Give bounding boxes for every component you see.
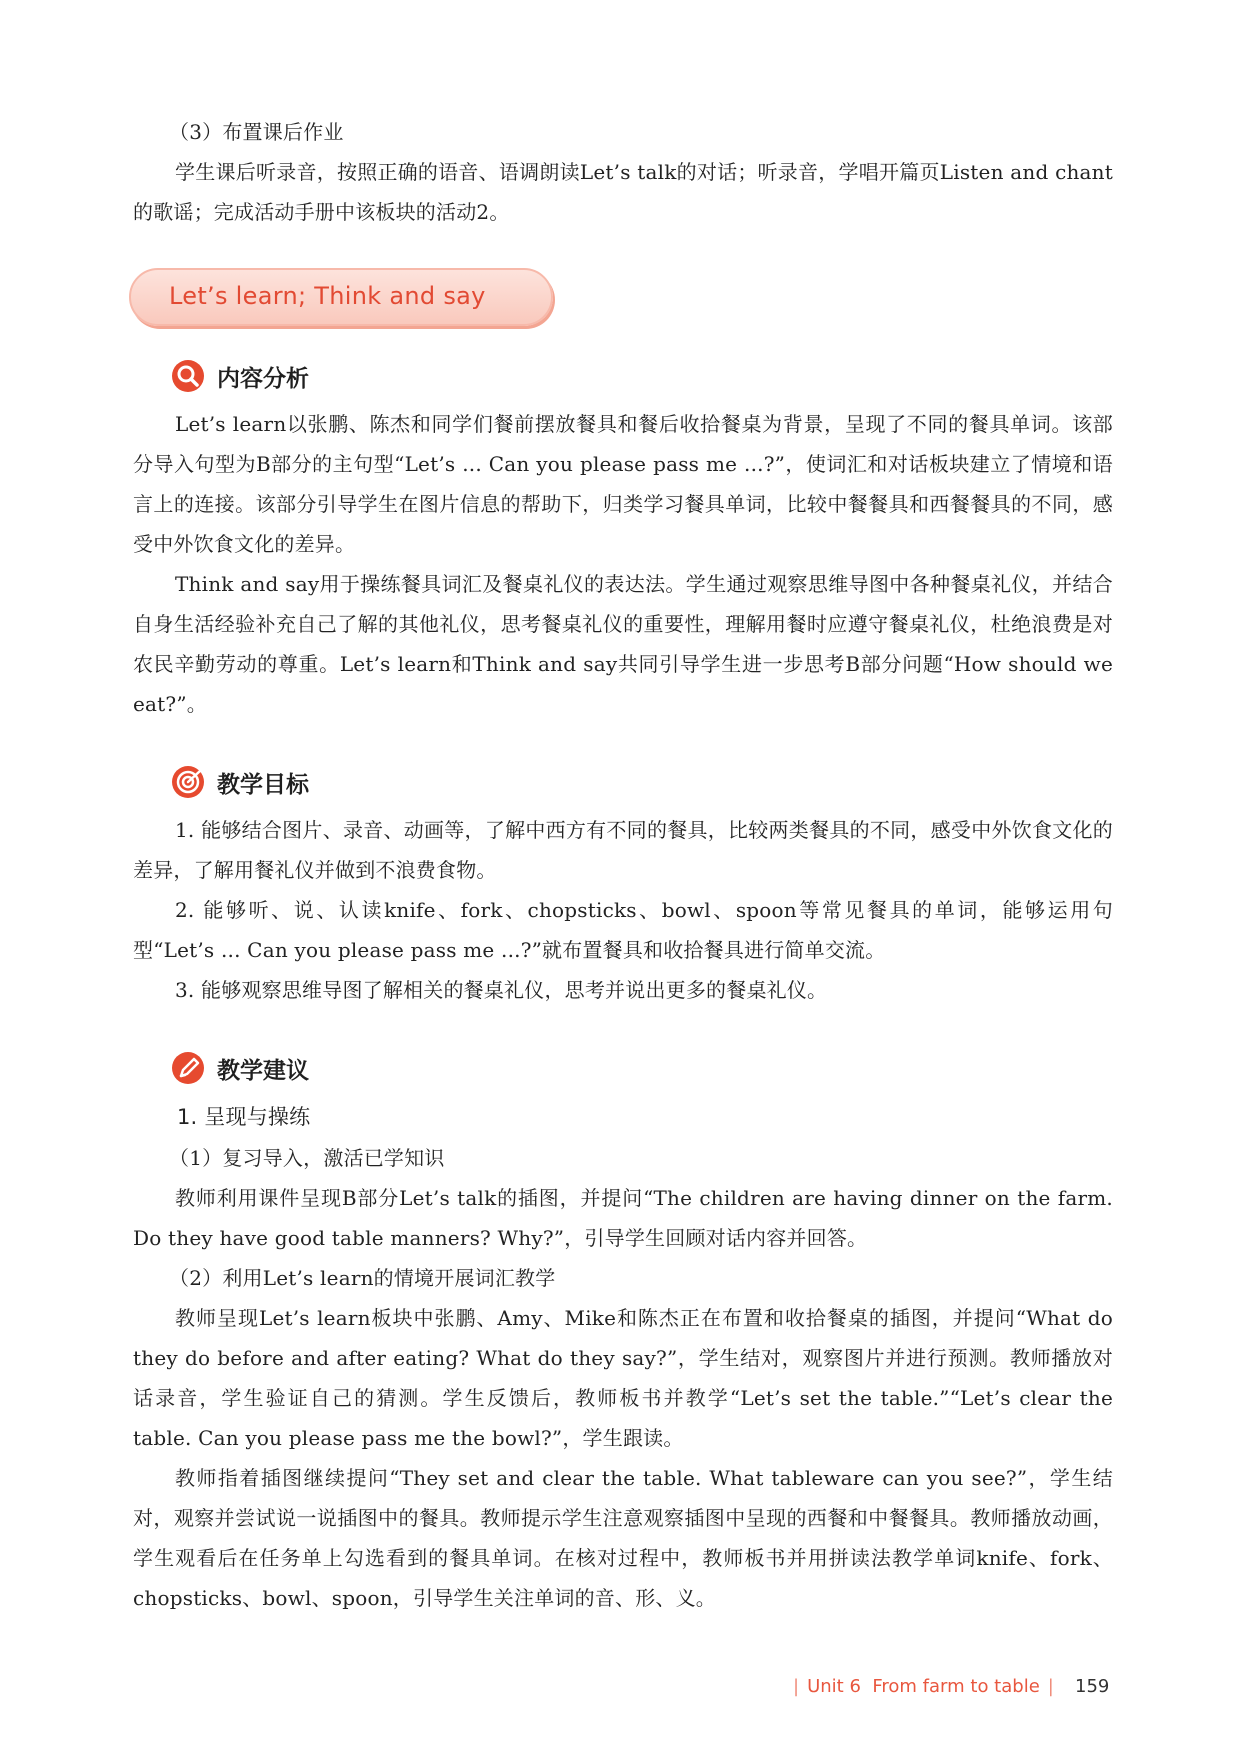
page-number: 159 — [1075, 1676, 1110, 1697]
suggestion-text-2a: 教师呈现Let’s learn板块中张鹏、Amy、Mike和陈杰正在布置和收拾餐桌的插图，并提问“What do they do before and after eating? What do they say?”，学生结对，观察图片并进行预测。教师播放对话录音，学生验证自己的猜测。学生反馈后，教师板书并教学“Let’s set the table.”“Let’s clear the table. Can you please pass me the bowl?”，学生跟读。 — [133, 1306, 1113, 1450]
suggestion-text-1: 教师利用课件呈现B部分Let’s talk的插图，并提问“The children are having dinner on the farm. Do they have good table manners? Why?”，引导学生回顾对话内容并回答。 — [133, 1186, 1113, 1250]
footer-divider-left: | — [793, 1676, 800, 1697]
goal-item-2: 2. 能够听、说、认读knife、fork、chopsticks、bowl、spoon等常见餐具的单词，能够运用句型“Let’s ... Can you please pass me ...?”就布置餐具和收拾餐具进行简单交流。 — [133, 898, 1113, 962]
teaching-suggestions-heading — [171, 1046, 1113, 1090]
homework-subtitle: （3）布置课后作业 — [169, 120, 344, 144]
teaching-goals-heading — [171, 760, 1113, 804]
content-analysis-paragraph-1: Let’s learn以张鹏、陈杰和同学们餐前摆放餐具和餐后收拾餐桌为背景，呈现了不同的餐具单词。该部分导入句型为B部分的主句型“Let’s ... Can you please pass me ...?”，使词汇和对话板块建立了情境和语言上的连接。该部分引导学生在图片信息的帮助下，归类学习餐具单词，比较中餐餐具和西餐餐具的不同，感受中外饮食文化的差异。 — [133, 412, 1113, 556]
goal-item-1: 1. 能够结合图片、录音、动画等，了解中西方有不同的餐具，比较两类餐具的不同，感受中外饮食文化的差异，了解用餐礼仪并做到不浪费食物。 — [133, 818, 1113, 882]
target-icon — [171, 765, 205, 799]
section-banner — [129, 268, 553, 326]
suggestion-text-2b: 教师指着插图继续提问“They set and clear the table. What tableware can you see?”，学生结对，观察并尝试说一说插图中的餐具。教师提示学生注意观察插图中呈现的西餐和中餐餐具。教师播放动画，学生观看后在任务单上勾选看到的餐具单词。在核对过程中，教师板书并用拼读法教学单词knife、fork、chopsticks、bowl、spoon，引导学生关注单词的音、形、义。 — [133, 1466, 1113, 1610]
footer-unit — [785, 1676, 1062, 1697]
pen-icon — [171, 1051, 205, 1085]
suggestion-heading-1: 1. 呈现与操练 — [177, 1105, 311, 1129]
homework-text: 学生课后听录音，按照正确的语音、语调朗读Let’s talk的对话；听录音，学唱开篇页Listen and chant的歌谣；完成活动手册中该板块的活动2。 — [133, 160, 1113, 224]
page-footer — [0, 1676, 1241, 1706]
teaching-suggestions-title: 教学建议 — [217, 1057, 309, 1084]
content — [133, 112, 1113, 1618]
suggestion-subtitle-2: （2）利用Let’s learn的情境开展词汇教学 — [169, 1266, 556, 1290]
content-analysis-title: 内容分析 — [217, 365, 309, 392]
footer-unit-title: From farm to table — [872, 1676, 1040, 1697]
search-icon — [171, 359, 205, 393]
footer-divider-right: | — [1047, 1676, 1054, 1697]
footer-unit-number: Unit 6 — [807, 1676, 861, 1697]
content-analysis-paragraph-2: Think and say用于操练餐具词汇及餐桌礼仪的表达法。学生通过观察思维导图中各种餐桌礼仪，并结合自身生活经验补充自己了解的其他礼仪，思考餐桌礼仪的重要性，理解用餐时应遵守餐桌礼仪，杜绝浪费是对农民辛勤劳动的尊重。Let’s learn和Think and say共同引导学生进一步思考B部分问题“How should we eat?”。 — [133, 572, 1113, 716]
goal-item-3: 3. 能够观察思维导图了解相关的餐桌礼仪，思考并说出更多的餐桌礼仪。 — [175, 978, 828, 1002]
content-analysis-heading — [171, 354, 1113, 398]
teaching-goals-title: 教学目标 — [217, 771, 309, 798]
section-banner-label: Let’s learn; Think and say — [169, 282, 486, 310]
suggestion-subtitle-1: （1）复习导入，激活已学知识 — [169, 1146, 445, 1170]
